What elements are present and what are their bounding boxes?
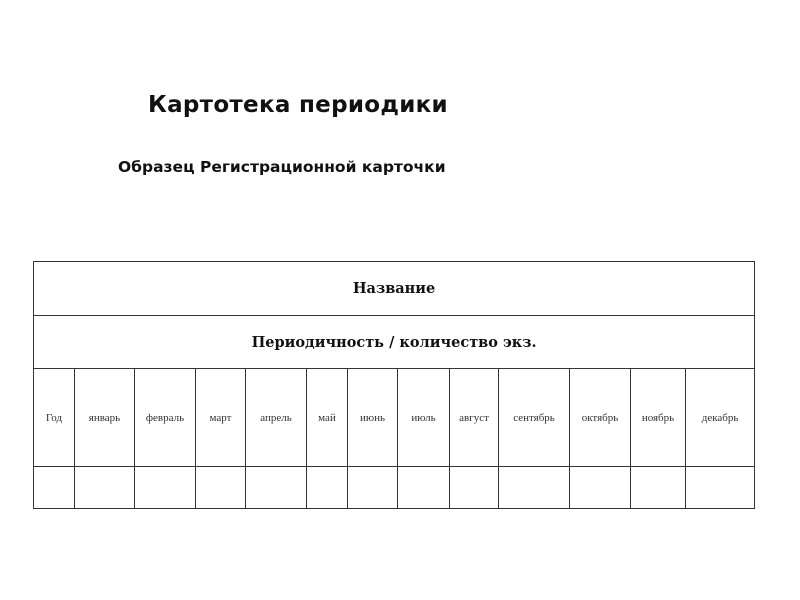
month-entry-cell	[196, 467, 246, 509]
month-entry-cell	[307, 467, 348, 509]
month-entry-cell	[631, 467, 686, 509]
month-header-cell: июль	[398, 369, 450, 467]
name-header-cell: Название	[34, 262, 755, 316]
periodicity-row	[34, 316, 755, 369]
month-header-cell: февраль	[135, 369, 196, 467]
month-entry-cell	[246, 467, 307, 509]
month-entry-cell	[499, 467, 570, 509]
month-header-cell: ноябрь	[631, 369, 686, 467]
month-header-cell: май	[307, 369, 348, 467]
month-entry-cell	[450, 467, 499, 509]
month-entry-cell	[135, 467, 196, 509]
year-header-cell: Год	[34, 369, 75, 467]
page-subtitle: Образец Регистрационной карточки	[118, 158, 446, 176]
periodicity-header-cell: Периодичность / количество экз.	[34, 316, 755, 369]
page-title: Картотека периодики	[148, 92, 448, 118]
month-header-cell: март	[196, 369, 246, 467]
data-entry-row	[34, 467, 755, 509]
registration-card-table	[33, 261, 755, 509]
month-header-cell: январь	[75, 369, 135, 467]
month-entry-cell	[75, 467, 135, 509]
month-header-cell: апрель	[246, 369, 307, 467]
month-header-cell: декабрь	[686, 369, 755, 467]
month-entry-cell	[570, 467, 631, 509]
month-header-cell: июнь	[348, 369, 398, 467]
month-entry-cell	[686, 467, 755, 509]
name-row	[34, 262, 755, 316]
month-entry-cell	[398, 467, 450, 509]
month-header-cell: сентябрь	[499, 369, 570, 467]
year-entry-cell	[34, 467, 75, 509]
month-header-cell: октябрь	[570, 369, 631, 467]
months-row	[34, 369, 755, 467]
month-entry-cell	[348, 467, 398, 509]
month-header-cell: август	[450, 369, 499, 467]
